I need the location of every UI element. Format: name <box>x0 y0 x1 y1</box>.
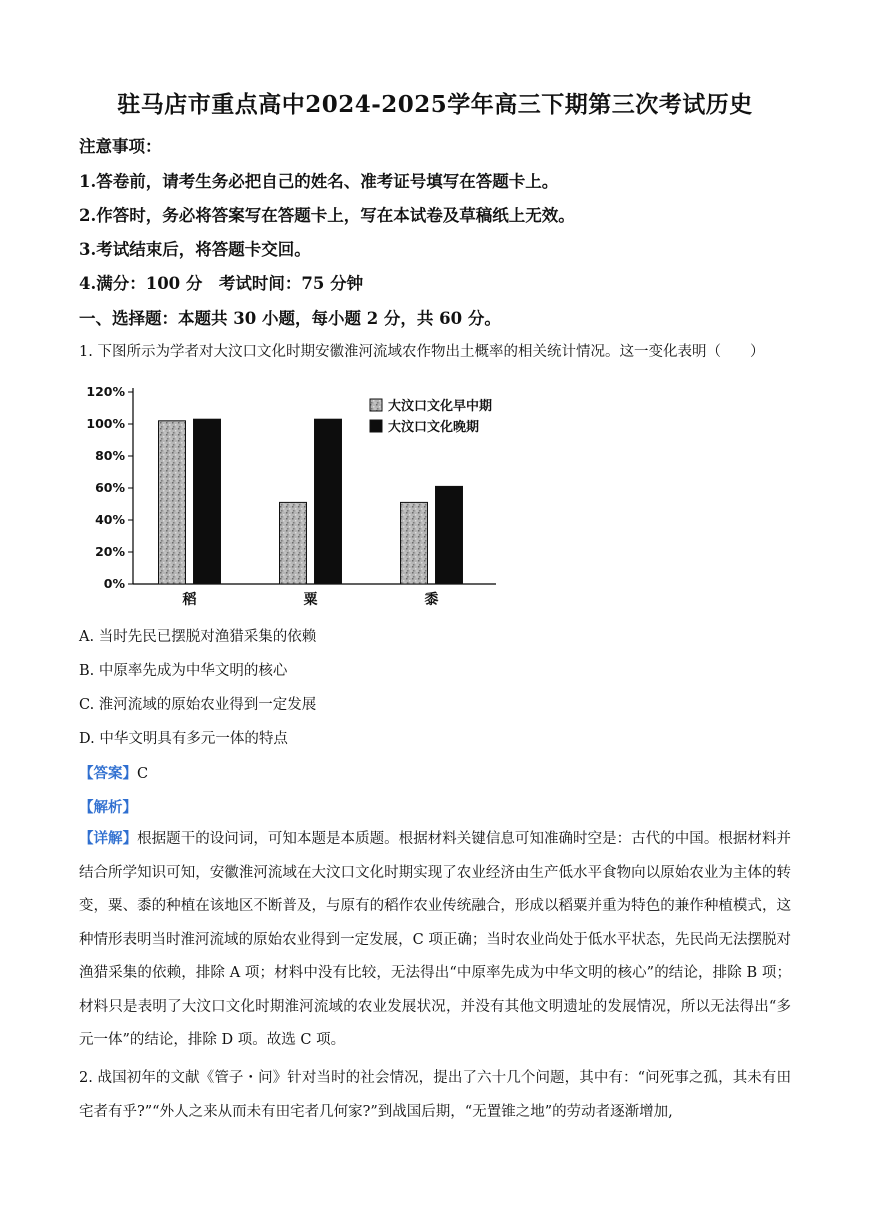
x-category-label: 粟 <box>303 592 318 608</box>
bar-粟-late <box>315 419 342 584</box>
y-tick-label: 40% <box>95 512 125 527</box>
notes-heading: 注意事项： <box>79 137 162 156</box>
note-item: 1.答卷前，请考生务必把自己的姓名、准考证号填写在答题卡上。 <box>79 172 559 191</box>
bar-稻-early-middle <box>159 421 186 584</box>
note-item: 4.满分：100 分 考试时间：75 分钟 <box>79 274 364 293</box>
option-b: B. 中原率先成为中华文明的核心 <box>79 663 288 679</box>
detail-text: 根据题干的设问词，可知本题是本质题。根据材料关键信息可知准确时空是：古代的中国。根据材料并结合所学知识可知，安徽淮河流域在大汶口文化时期实现了农业经济由生产低水平食物向以原始农业为主体的转变，粟、黍的种植在该地区不断普及，与原有的稻作农业传统融合，形成以稻粟并重为特色的兼作种植模式，这种情形表明当时淮河流域的原始农业得到一定发展，C 项正确；当时农业尚处于低水平状态，先民尚无法摆脱对渔猎采集的依赖，排除 A 项；材料中没有比较，无法得出“中原率先成为中华文明的核心”的结论，排除 B 项；材料只是表明了大汶口文化时期淮河流域的农业发展状况，并没有其他文明遗址的发展情况，所以无法得出“多元一体”的结论，排除 D 项。故选 C 项。 <box>79 831 791 1048</box>
y-tick-label: 80% <box>95 448 125 463</box>
section-heading: 一、选择题：本题共 30 小题，每小题 2 分，共 60 分。 <box>79 309 501 328</box>
option-c: C. 淮河流域的原始农业得到一定发展 <box>79 697 317 713</box>
bar-粟-early-middle <box>280 502 307 584</box>
y-tick-label: 120% <box>86 384 125 399</box>
legend-label: 大汶口文化晚期 <box>388 420 480 435</box>
page-title: 驻马店市重点高中2024-2025学年高三下期第三次考试历史 <box>117 91 753 118</box>
bar-黍-early-middle <box>401 502 428 584</box>
bar-稻-late <box>194 419 221 584</box>
crop-probability-chart <box>70 380 510 612</box>
option-a: A. 当时先民已摆脱对渔猎采集的依赖 <box>79 629 317 645</box>
y-tick-label: 20% <box>95 544 125 559</box>
option-d: D. 中华文明具有多元一体的特点 <box>79 731 288 747</box>
legend-label: 大汶口文化早中期 <box>388 399 493 414</box>
bar-黍-late <box>436 486 463 584</box>
answer-label: 【答案】 <box>79 765 137 782</box>
y-tick-label: 60% <box>95 480 125 495</box>
y-tick-label: 100% <box>86 416 125 431</box>
question-2-text: 2. 战国初年的文献《管子・问》针对当时的社会情况，提出了六十几个问题，其中有：“问死事之孤，其未有田宅者有乎?”“外人之来从而未有田宅者几何家?”到战国后期，“无置锥之地”的劳动者逐渐增加, <box>79 1070 791 1120</box>
answer-line <box>79 762 148 783</box>
detail-label: 【详解】 <box>79 830 138 847</box>
x-category-label: 稻 <box>182 592 197 608</box>
detail-paragraph <box>79 822 791 1058</box>
note-item: 3.考试结束后，将答题卡交回。 <box>79 240 311 259</box>
legend-swatch <box>370 399 382 411</box>
legend-swatch <box>370 420 382 432</box>
note-item: 2.作答时，务必将答案写在答题卡上，写在本试卷及草稿纸上无效。 <box>79 206 575 225</box>
question-1-stem: 1. 下图所示为学者对大汶口文化时期安徽淮河流域农作物出土概率的相关统计情况。这一变化表明（ ） <box>79 344 765 360</box>
x-category-label: 黍 <box>424 592 439 608</box>
y-tick-label: 0% <box>103 576 125 591</box>
analysis-label: 【解析】 <box>79 799 137 816</box>
answer-value: C <box>137 766 149 782</box>
